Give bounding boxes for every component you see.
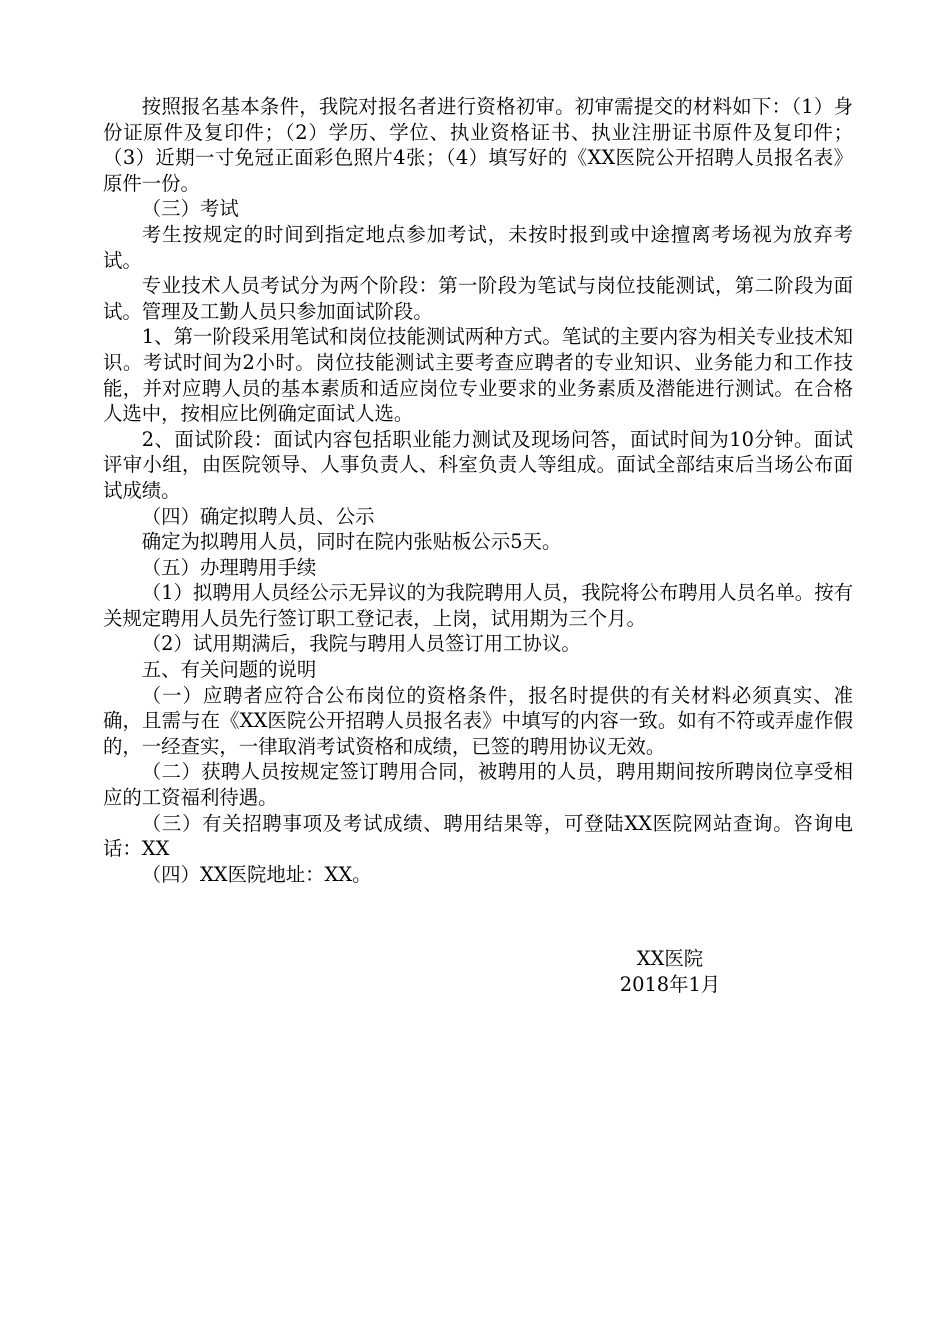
section-heading-employment: （五）办理聘用手续 [141,555,317,579]
signature-date: 2018年1月 [619,972,721,996]
paragraph-employment-two: （2）试用期满后，我院与聘用人员签订用工协议。 [141,632,581,656]
paragraph-note-two: （二）获聘人员按规定签订聘用合同，被聘用的人员，聘用期间按所聘岗位享受相应的工资福利待遇。 [103,760,853,810]
paragraph-exam-stages: 专业技术人员考试分为两个阶段：第一阶段为笔试与岗位技能测试，第二阶段为面试。管理及工勤人员只参加面试阶段。 [103,274,853,323]
paragraph-stage-two: 2、面试阶段：面试内容包括职业能力测试及现场问答，面试时间为10分钟。面试评审小组，由医院领导、人事负责人、科室负责人等组成。面试全部结束后当场公布面试成绩。 [103,427,853,502]
paragraph-employment-one: （1）拟聘用人员经公示无异议的为我院聘用人员，我院将公布聘用人员名单。按有关规定聘用人员先行签订职工登记表，上岗，试用期为三个月。 [103,581,853,630]
paragraph-note-one: （一）应聘者应符合公布岗位的资格条件，报名时提供的有关材料必须真实、准确，且需与在《XX医院公开招聘人员报名表》中填写的内容一致。如有不符或弄虚作假的，一经查实，一律取消考试资格和成绩，已签的聘用协议无效。 [103,683,853,758]
paragraph-publicity: 确定为拟聘用人员，同时在院内张贴板公示5天。 [141,530,562,554]
paragraph-exam-attendance: 考生按规定的时间到指定地点参加考试，未按时报到或中途擅离考场视为放弃考试。 [103,222,853,272]
paragraph-stage-one: 1、第一阶段采用笔试和岗位技能测试两种方式。笔试的主要内容为相关专业技术知识。考试时间为2小时。岗位技能测试主要考查应聘者的专业知识、业务能力和工作技能，并对应聘人员的基本素质和适应岗位专业要求的业务素质及潜能进行测试。在合格人选中，按相应比例确定面试人选。 [103,325,853,426]
section-heading-publicity: （四）确定拟聘人员、公示 [141,504,375,528]
paragraph-note-three: （三）有关招聘事项及考试成绩、聘用结果等，可登陆XX医院网站查询。咨询电话：XX [103,811,853,861]
document-body [103,94,853,887]
paragraph-note-four: （四）XX医院地址：XX。 [141,862,372,886]
signature-block [570,946,770,997]
section-heading-exam: （三）考试 [141,197,239,221]
section-heading-notes: 五、有关问题的说明 [141,658,317,682]
paragraph-application-materials: 按照报名基本条件，我院对报名者进行资格初审。初审需提交的材料如下：（1）身份证原件及复印件；（2）学历、学位、执业资格证书、执业注册证书原件及复印件；（3）近期一寸免冠正面彩色照片4张；（4）填写好的《XX医院公开招聘人员报名表》原件一份。 [103,95,853,195]
signature-organization: XX医院 [636,947,704,970]
